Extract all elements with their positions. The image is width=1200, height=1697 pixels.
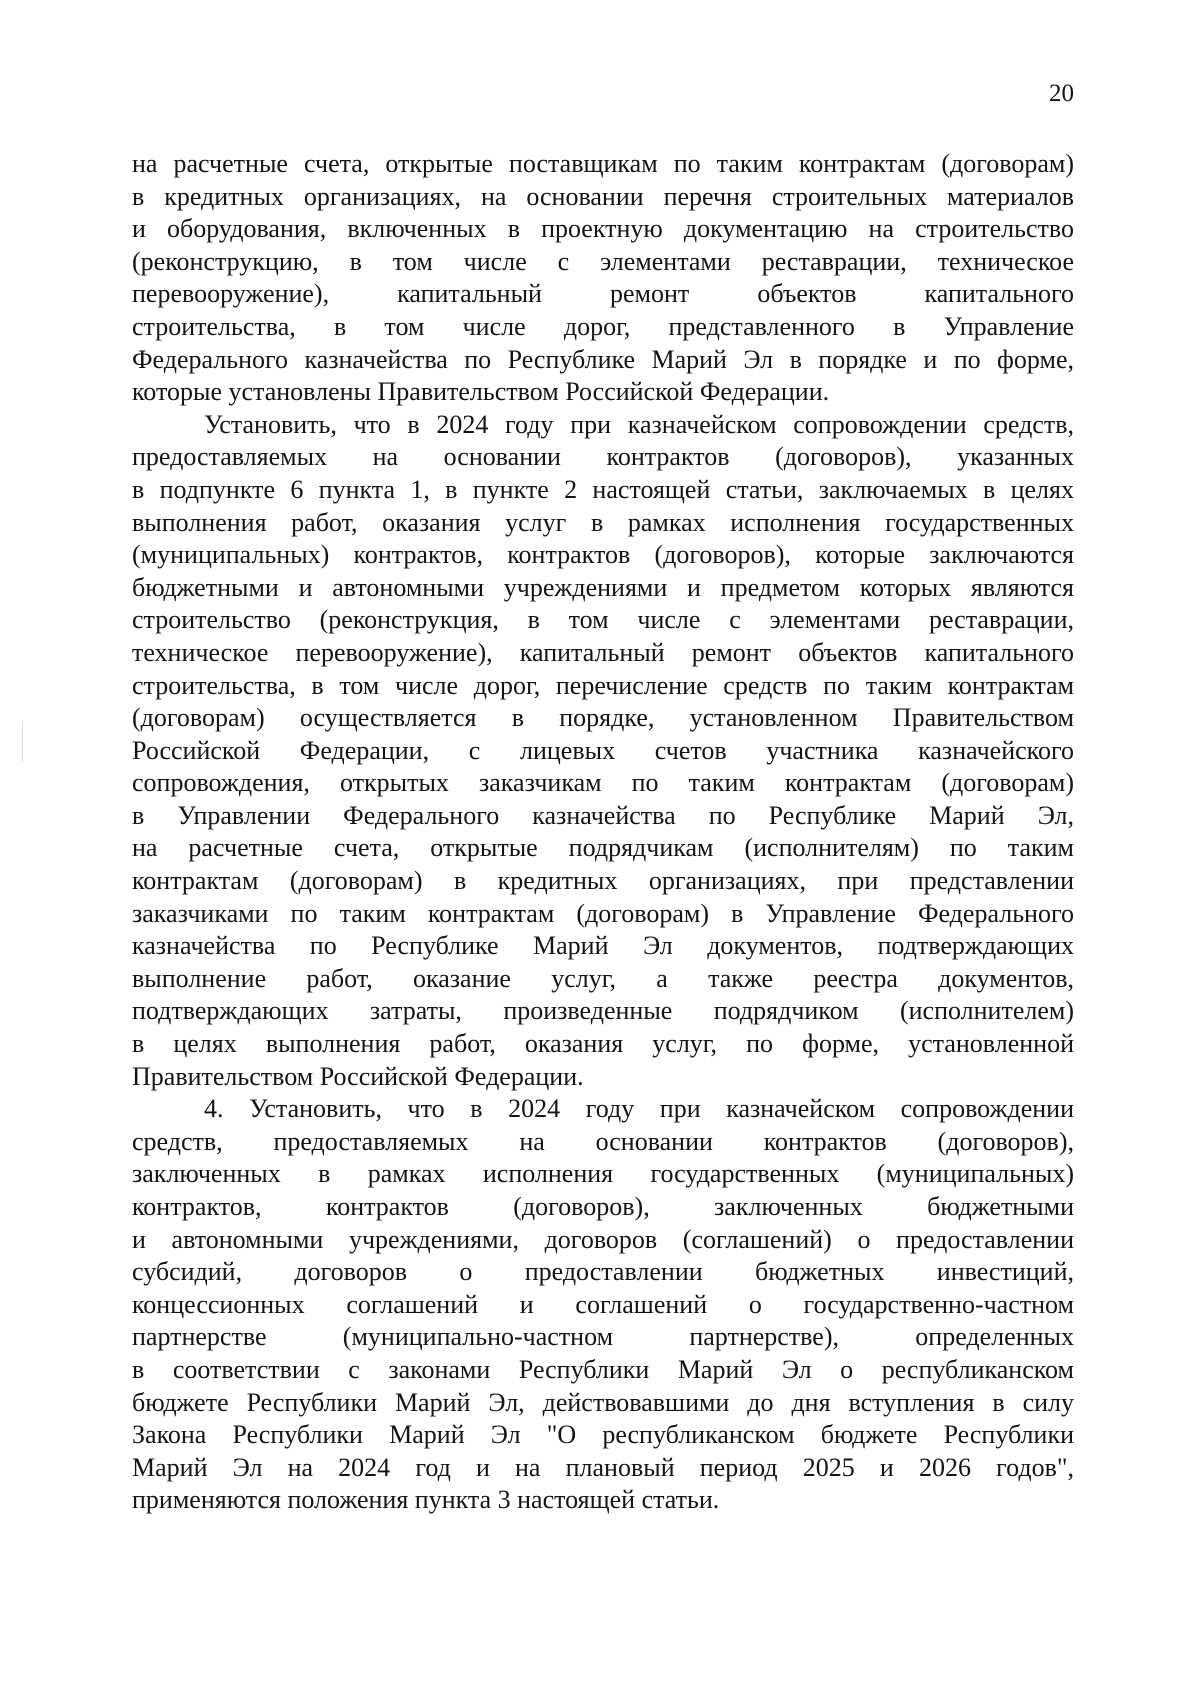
text-line: бюджетными и автономными учреждениями и предметом которых являются bbox=[132, 572, 1074, 602]
text-line: которые установлены Правительством Российской Федерации. bbox=[132, 377, 830, 407]
scan-margin-mark bbox=[22, 722, 23, 762]
text-line: предоставляемых на основании контрактов (договоров), указанных bbox=[132, 442, 1074, 472]
text-line: техническое перевооружение), капитальный ремонт объектов капитального bbox=[132, 637, 1074, 667]
text-line: строительства, в том числе дорог, представленного в Управление bbox=[132, 311, 1074, 341]
text-line: в кредитных организациях, на основании перечня строительных материалов bbox=[132, 181, 1074, 211]
text-line: заключенных в рамках исполнения государственных (муниципальных) bbox=[132, 1159, 1074, 1189]
text-line: применяются положения пункта 3 настоящей статьи. bbox=[132, 1485, 720, 1515]
text-line: концессионных соглашений и соглашений о государственно-частном bbox=[132, 1289, 1074, 1319]
text-line: и автономными учреждениями, договоров (соглашений) о предоставлении bbox=[132, 1224, 1074, 1254]
document-body bbox=[132, 148, 1074, 1517]
text-line: партнерстве (муниципально-частном партнерстве), определенных bbox=[132, 1322, 1074, 1352]
text-line: (муниципальных) контрактов, контрактов (договоров), которые заключаются bbox=[132, 540, 1074, 570]
text-line: в целях выполнения работ, оказания услуг, по форме, установленной bbox=[132, 1029, 1074, 1059]
page-number: 20 bbox=[1049, 80, 1074, 107]
text-line: выполнение работ, оказание услуг, а также реестра документов, bbox=[132, 963, 1074, 993]
text-line: Марий Эл на 2024 год и на плановый период 2025 и 2026 годов", bbox=[132, 1452, 1074, 1482]
text-line: субсидий, договоров о предоставлении бюджетных инвестиций, bbox=[132, 1257, 1074, 1287]
text-line: Установить, что в 2024 году при казначейском сопровождении средств, bbox=[204, 409, 1074, 439]
text-line: на расчетные счета, открытые поставщикам по таким контрактам (договорам) bbox=[132, 149, 1074, 178]
text-line: перевооружение), капитальный ремонт объектов капитального bbox=[132, 279, 1074, 309]
text-line: в подпункте 6 пункта 1, в пункте 2 настоящей статьи, заключаемых в целях bbox=[132, 474, 1074, 504]
paragraph-continuation bbox=[132, 148, 1074, 409]
text-line: средств, предоставляемых на основании контрактов (договоров), bbox=[132, 1126, 1074, 1156]
text-line: (договорам) осуществляется в порядке, установленном Правительством bbox=[132, 703, 1074, 733]
text-line: и оборудования, включенных в проектную документацию на строительство bbox=[132, 214, 1074, 244]
text-line: подтверждающих затраты, произведенные подрядчиком (исполнителем) bbox=[132, 996, 1074, 1026]
text-line: в Управлении Федерального казначейства по Республике Марий Эл, bbox=[132, 800, 1074, 830]
text-line: на расчетные счета, открытые подрядчикам (исполнителям) по таким bbox=[132, 833, 1074, 863]
text-line: (реконструкцию, в том числе с элементами реставрации, техническое bbox=[132, 246, 1074, 276]
text-line: сопровождения, открытых заказчикам по таким контрактам (договорам) bbox=[132, 768, 1074, 798]
text-line: строительство (реконструкция, в том числе с элементами реставрации, bbox=[132, 605, 1074, 635]
text-line: Российской Федерации, с лицевых счетов участника казначейского bbox=[132, 735, 1074, 765]
text-line: в соответствии с законами Республики Марий Эл о республиканском bbox=[132, 1354, 1074, 1384]
text-line: заказчиками по таким контрактам (договорам) в Управление Федерального bbox=[132, 898, 1074, 928]
text-line: казначейства по Республике Марий Эл документов, подтверждающих bbox=[132, 931, 1074, 961]
text-line: бюджете Республики Марий Эл, действовавшими до дня вступления в силу bbox=[132, 1387, 1074, 1417]
text-line: Правительством Российской Федерации. bbox=[132, 1061, 584, 1091]
text-line: 4. Установить, что в 2024 году при казначейском сопровождении bbox=[204, 1094, 1074, 1124]
text-line: Закона Республики Марий Эл "О республиканском бюджете Республики bbox=[132, 1420, 1074, 1450]
text-line: выполнения работ, оказания услуг в рамках исполнения государственных bbox=[132, 507, 1074, 537]
text-line: строительства, в том числе дорог, перечисление средств по таким контрактам bbox=[132, 670, 1074, 700]
text-line: контрактов, контрактов (договоров), заключенных бюджетными bbox=[132, 1192, 1074, 1221]
paragraph-treasury-support bbox=[132, 409, 1074, 1093]
text-line: контрактам (договорам) в кредитных организациях, при представлении bbox=[132, 866, 1074, 896]
paragraph-item-4 bbox=[132, 1093, 1074, 1517]
text-line: Федерального казначейства по Республике Марий Эл в порядке и по форме, bbox=[132, 344, 1074, 374]
